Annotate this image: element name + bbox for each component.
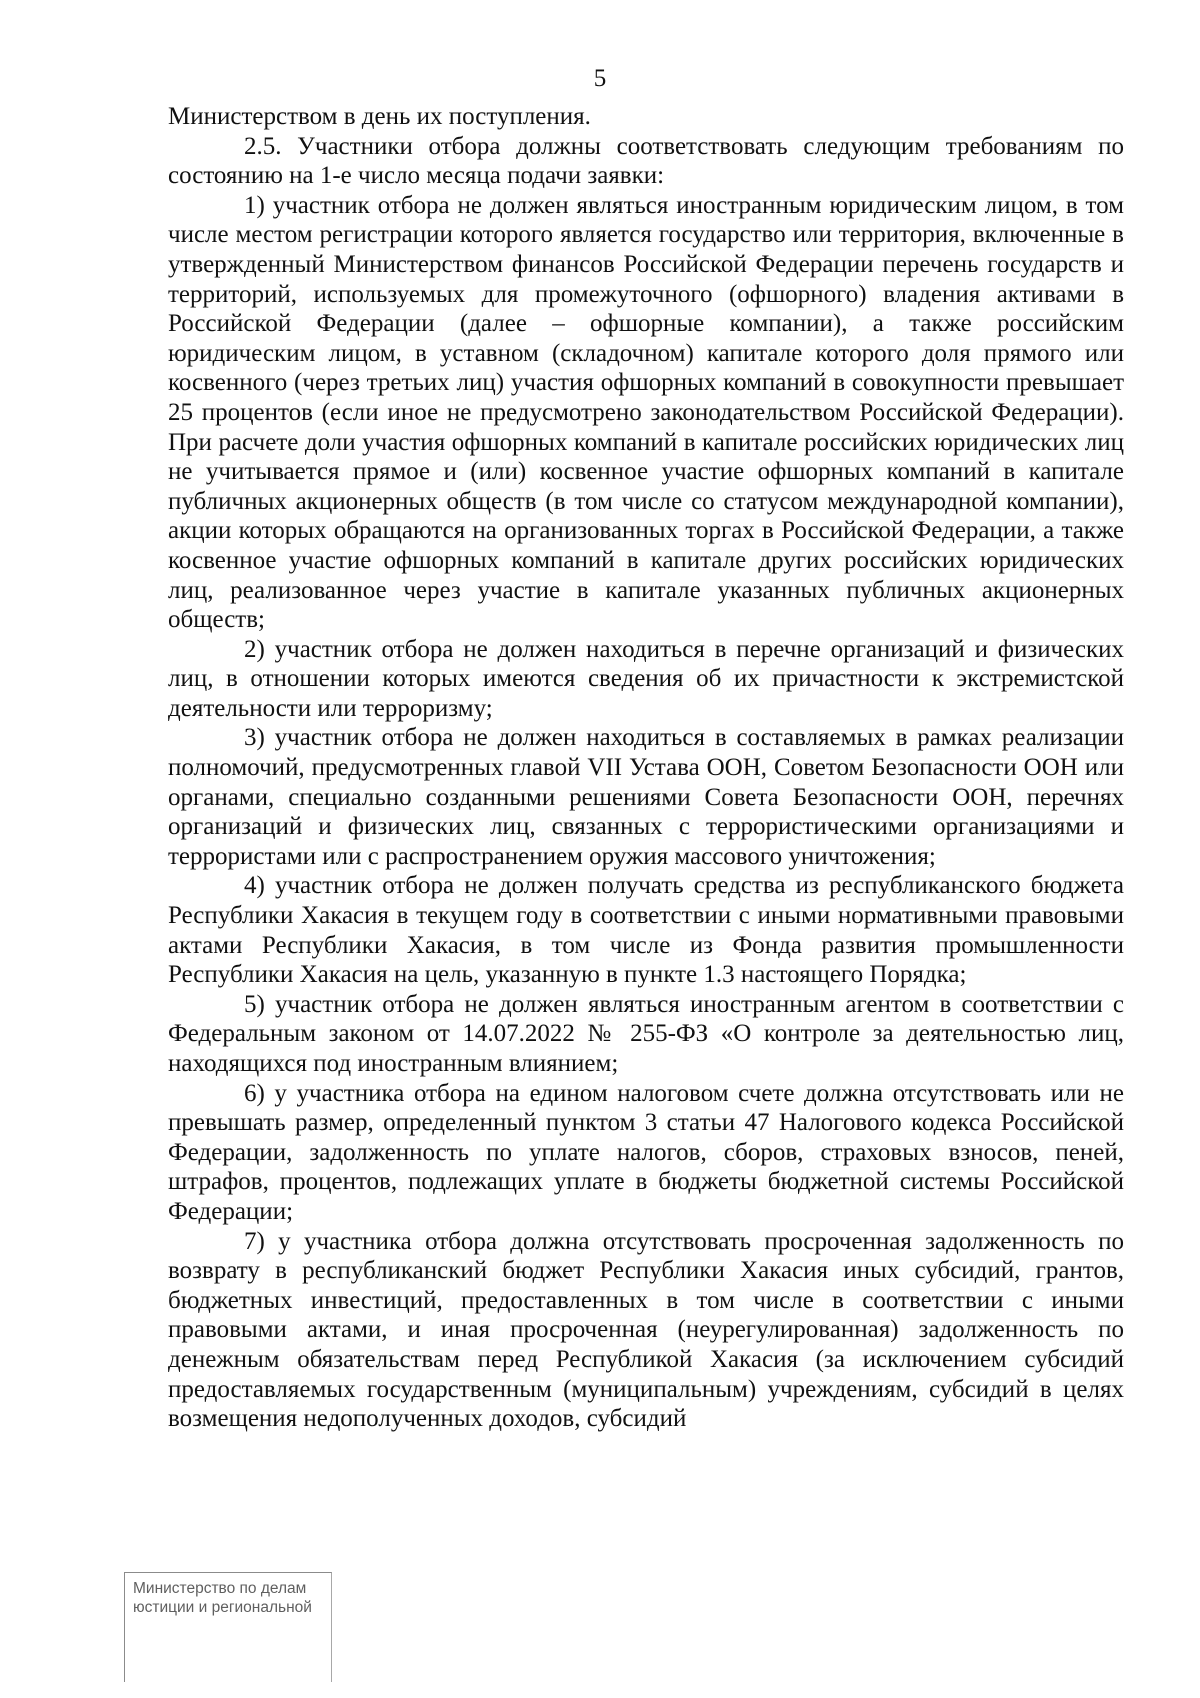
paragraph-item-2: 2) участник отбора не должен находиться в перечне организаций и физических лиц, в отношении которых имеются сведения об их причастности к экстремистской деятельности или терроризму; <box>168 635 1124 722</box>
page-number: 5 <box>593 65 607 92</box>
paragraph-item-5: 5) участник отбора не должен являться иностранным агентом в соответствии с Федеральным законом от 14.07.2022 № 255-ФЗ «О контроле за деятельностью лиц, находящихся под иностранным влиянием; <box>168 990 1124 1077</box>
registration-stamp <box>124 1572 332 1682</box>
paragraph-item-7: 7) у участника отбора должна отсутствовать просроченная задолженность по возврату в республиканский бюджет Республики Хакасия иных субсидий, грантов, бюджетных инвестиций, предоставленных в том числе в соответствии с иными правовыми актами, и иная просроченная (неурегулированная) задолженность по денежным обязательствам перед Республикой Хакасия (за исключением субсидий предоставляемых государственным (муниципальным) учреждениям, субсидий в целях возмещения недополученных доходов, субсидий <box>168 1227 1124 1433</box>
paragraph-continuation: Министерством в день их поступления. <box>168 103 591 130</box>
paragraph-item-3: 3) участник отбора не должен находиться в составляемых в рамках реализации полномочий, предусмотренных главой VII Устава ООН, Советом Безопасности ООН или органами, специально созданными решениями Совета Безопасности ООН, перечнях организаций и физических лиц, связанных с террористическими организациями и террористами или с распространением оружия массового уничтожения; <box>168 724 1124 870</box>
stamp-line-1: Министерство по делам <box>133 1580 307 1597</box>
paragraph-section-2-5: 2.5. Участники отбора должны соответствовать следующим требованиям по состоянию на 1-е число месяца подачи заявки: <box>168 132 1124 190</box>
paragraph-item-6: 6) у участника отбора на едином налоговом счете должна отсутствовать или не превышать размер, определенный пунктом 3 статьи 47 Налогового кодекса Российской Федерации, задолженность по уплате налогов, сборов, страховых взносов, пеней, штрафов, процентов, подлежащих уплате в бюджеты бюджетной системы Российской Федерации; <box>168 1079 1124 1225</box>
paragraph-item-1: 1) участник отбора не должен являться иностранным юридическим лицом, в том числе местом регистрации которого является государство или территория, включенные в утвержденный Министерством финансов Российской Федерации перечень государств и территорий, используемых для промежуточного (офшорного) владения активами в Российской Федерации (далее – офшорные компании), а также российским юридическим лицом, в уставном (складочном) капитале которого доля прямого или косвенного (через третьих лиц) участия офшорных компаний в совокупности превышает 25 процентов (если иное не предусмотрено законодательством Российской Федерации). При расчете доли участия офшорных компаний в капитале российских юридических лиц не учитывается прямое и (или) косвенное участие офшорных компаний в капитале публичных акционерных обществ (в том числе со статусом международной компании), акции которых обращаются на организованных торгах в Российской Федерации, а также косвенное участие офшорных компаний в капитале других российских юридических лиц, реализованное через участие в капитале указанных публичных акционерных обществ; <box>168 191 1124 634</box>
document-body <box>168 102 1124 1434</box>
stamp-line-2: юстиции и региональной <box>133 1599 312 1616</box>
paragraph-item-4: 4) участник отбора не должен получать средства из республиканского бюджета Республики Хакасия в текущем году в соответствии с иными нормативными правовыми актами Республики Хакасия, в том числе из Фонда развития промышленности Республики Хакасия на цель, указанную в пункте 1.3 настоящего Порядка; <box>168 872 1124 989</box>
